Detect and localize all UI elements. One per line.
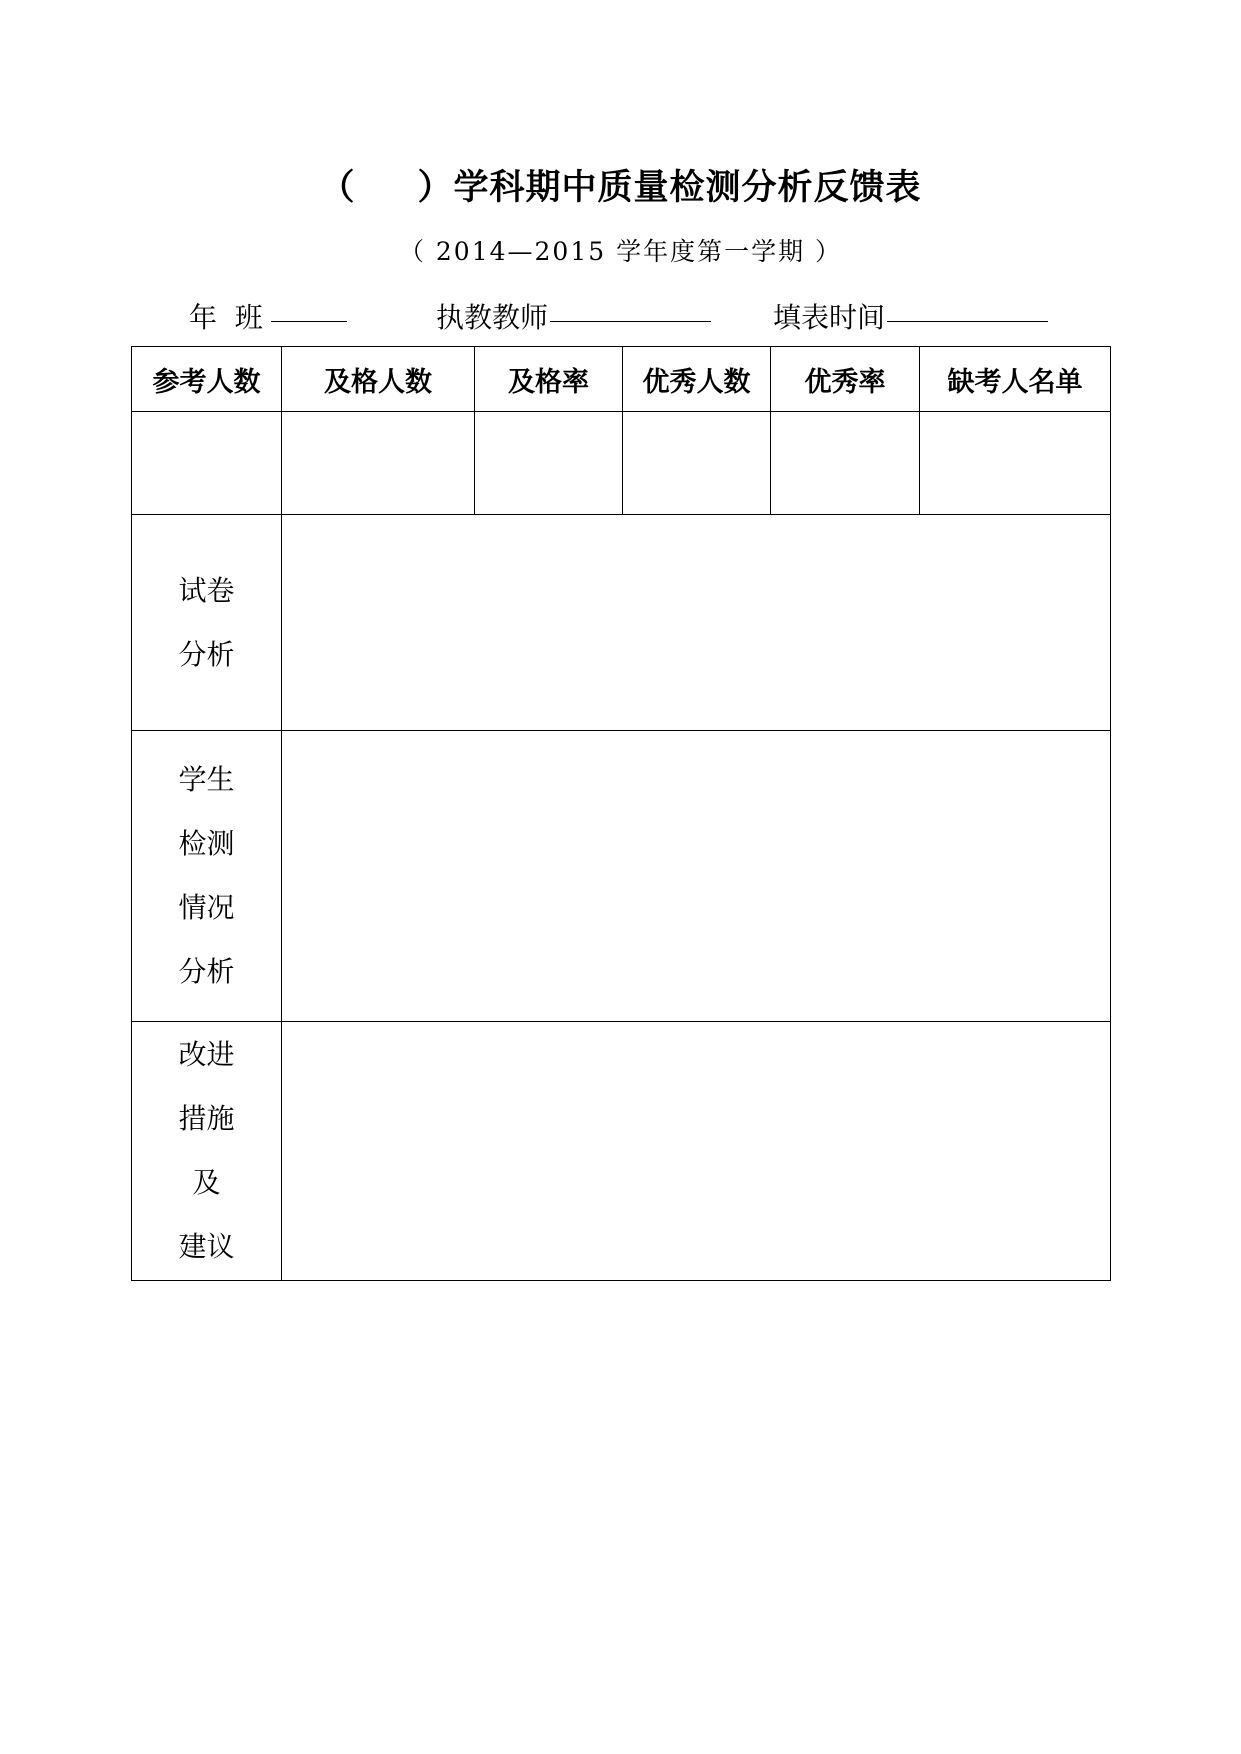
header-pass-count: 及格人数 [282, 347, 475, 412]
fill-time-label: 填表时间 [773, 301, 886, 334]
section-label-line: 改进 [178, 1038, 235, 1071]
title-text: 学科期中质量检测分析反馈表 [453, 168, 922, 208]
fill-time-blank[interactable] [887, 296, 1048, 329]
section-label-line: 措施 [178, 1102, 235, 1135]
pass-rate-cell[interactable] [475, 412, 623, 515]
header-pass-rate: 及格率 [475, 347, 623, 412]
header-absent-list: 缺考人名单 [920, 347, 1111, 412]
document-subtitle: （ 2014—2015 学年度第一学期 ） [398, 237, 843, 266]
title-close-paren: ） [417, 168, 454, 208]
table-row [132, 412, 1111, 515]
table-row [132, 515, 1111, 731]
header-participants: 参考人数 [132, 347, 282, 412]
header-excellent-rate: 优秀率 [771, 347, 920, 412]
excellent-rate-cell[interactable] [771, 412, 920, 515]
title-open-paren: （ [319, 168, 356, 208]
section-label-paper-analysis [132, 515, 282, 731]
section-label-improvement [132, 1022, 282, 1281]
grade-class-label: 年 班 [189, 301, 263, 334]
section-label-line: 检测 [178, 827, 235, 860]
section-label-line: 情况 [178, 891, 235, 924]
teacher-label: 执教教师 [436, 301, 549, 334]
pass-count-cell[interactable] [282, 412, 475, 515]
section-label-line: 学生 [178, 763, 235, 796]
feedback-table [131, 346, 1111, 1281]
table-row [132, 731, 1111, 1022]
table-header-row [132, 347, 1111, 412]
teacher-blank[interactable] [550, 296, 711, 329]
section-label-line: 分析 [178, 637, 235, 671]
document-title [0, 160, 1241, 210]
section-label-line: 分析 [178, 955, 235, 988]
improvement-content[interactable] [282, 1022, 1111, 1281]
section-label-line: 及 [192, 1166, 221, 1199]
student-analysis-content[interactable] [282, 731, 1111, 1022]
paper-analysis-content[interactable] [282, 515, 1111, 731]
section-label-line: 试卷 [178, 573, 235, 607]
participants-cell[interactable] [132, 412, 282, 515]
header-excellent-count: 优秀人数 [623, 347, 771, 412]
section-label-student-analysis [132, 731, 282, 1022]
section-label-line: 建议 [178, 1230, 235, 1263]
table-row [132, 1022, 1111, 1281]
excellent-count-cell[interactable] [623, 412, 771, 515]
grade-class-blank[interactable] [271, 296, 347, 329]
absent-list-cell[interactable] [920, 412, 1111, 515]
